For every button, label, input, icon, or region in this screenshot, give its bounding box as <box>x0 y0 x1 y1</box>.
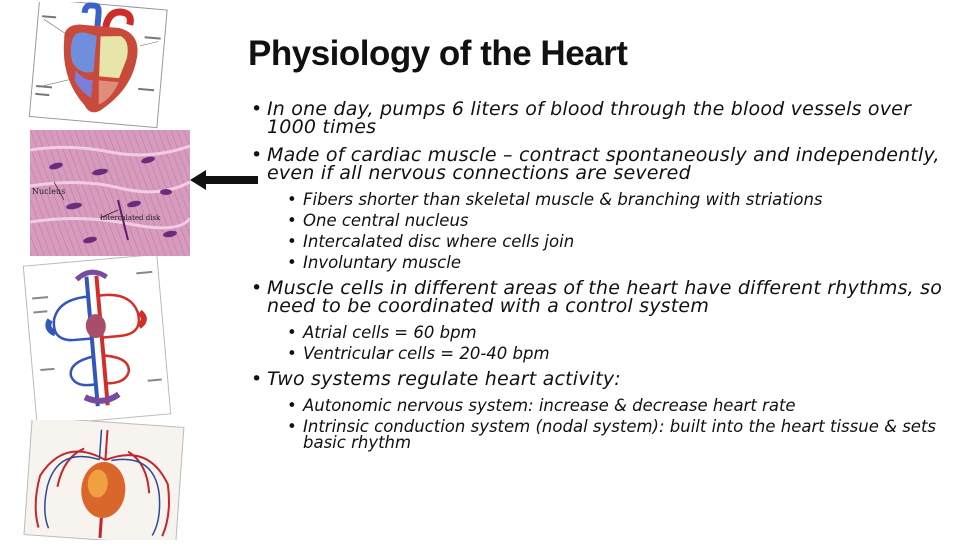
slide-body <box>245 100 945 459</box>
bullet-two-systems: • Two systems regulate heart activity: <box>245 370 945 388</box>
sub-bullet-autonomic: • Autonomic nervous system: increase & decrease heart rate <box>245 398 945 414</box>
sub-bullet-fibers: • Fibers shorter than skeletal muscle & branching with striations <box>245 192 945 208</box>
heart-vessels-image <box>22 420 186 544</box>
intercalated-disk-label: Intercalated disk <box>100 214 161 222</box>
nucleus-label: Nucleus <box>32 187 66 196</box>
circulation-diagram-image <box>22 256 172 428</box>
bullet-daily-pumping: • In one day, pumps 6 liters of blood through the blood vessels over 1000 times <box>245 100 945 136</box>
heart-diagram-image <box>20 2 170 134</box>
sub-bullet-atrial: • Atrial cells = 60 bpm <box>245 325 945 341</box>
sub-bullet-ventricular: • Ventricular cells = 20-40 bpm <box>245 346 945 362</box>
bullet-cardiac-muscle: • Made of cardiac muscle – contract spontaneously and independently, even if all nervous connections are severed <box>245 146 945 182</box>
sub-bullet-nucleus: • One central nucleus <box>245 213 945 229</box>
sub-bullet-intrinsic: • Intrinsic conduction system (nodal system): built into the heart tissue & sets basic rhythm <box>245 419 945 451</box>
sub-bullet-involuntary: • Involuntary muscle <box>245 255 945 271</box>
bullet-rhythms: • Muscle cells in different areas of the heart have different rhythms, so need to be coordinated with a control system <box>245 279 945 315</box>
sub-bullet-intercalated-disc: • Intercalated disc where cells join <box>245 234 945 250</box>
slide-title: Physiology of the Heart <box>248 34 628 73</box>
cardiac-muscle-image <box>30 130 190 260</box>
